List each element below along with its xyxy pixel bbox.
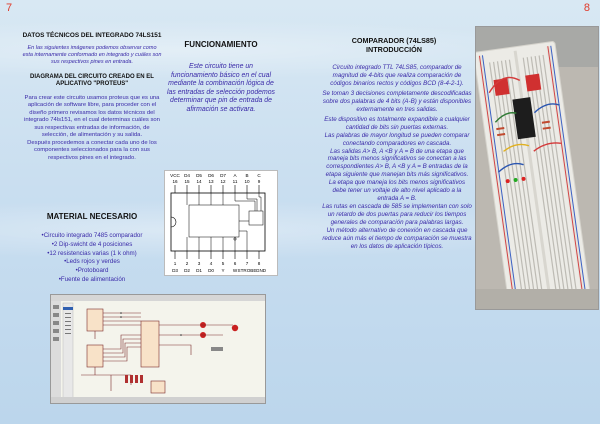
ic-pinout-diagram bbox=[164, 170, 278, 276]
svg-text:D4: D4 bbox=[184, 173, 190, 178]
datasheet-intro: En las siguientes imágenes podemos observar como esta internamente conformado en integrado y cuáles son sus respectivos pines en entrada. bbox=[22, 44, 162, 65]
svg-text:STROBE: STROBE bbox=[237, 268, 257, 273]
breadboard-drawing bbox=[476, 27, 598, 309]
svg-text:W: W bbox=[232, 268, 238, 273]
svg-text:D0: D0 bbox=[208, 268, 214, 273]
diagram-text-2: Después procedemos a conectar cada uno de los componentes seleccionados para la con sus respectivos pines en el integrado. bbox=[27, 139, 157, 161]
svg-text:D6: D6 bbox=[208, 173, 214, 178]
schematic-drawing bbox=[51, 295, 265, 403]
page-number-right: 8 bbox=[583, 2, 590, 14]
proteus-schematic-screenshot bbox=[50, 294, 266, 404]
svg-text:1: 1 bbox=[173, 261, 177, 266]
svg-text:C: C bbox=[257, 173, 261, 178]
comparator-paragraph: Las palabras de mayor longitud se pueden comparar conectando comparadores en cascada. bbox=[324, 131, 470, 147]
comparator-paragraph: Circuito integrado TTL 74LS85, comparador de magnitud de 4-bits que realiza comparación de códigos binarios rectos y códigos BCD (8-4-2-1). bbox=[330, 64, 464, 87]
comparator-paragraph: Las rutas en cascada de 585 se implementan con solo un retardo de dos puertas para reducir los tiempos generales de comparación para palabras largas. bbox=[322, 203, 472, 227]
pinout-drawing bbox=[165, 171, 277, 275]
comparator-paragraph: Un método alternativo de conexión en cascada que reduce aún más el tiempo de comparación se muestra en los datos de aplicación típicos. bbox=[322, 227, 472, 250]
comparator-heading bbox=[318, 36, 470, 54]
svg-text:6: 6 bbox=[233, 261, 237, 266]
material-item: •Protoboard bbox=[75, 267, 109, 275]
svg-text:2: 2 bbox=[185, 261, 189, 266]
svg-text:10: 10 bbox=[244, 179, 250, 184]
svg-text:D7: D7 bbox=[220, 173, 226, 178]
material-item: •2 Dip-swicht de 4 posiciones bbox=[51, 240, 133, 248]
svg-text:VCC: VCC bbox=[170, 173, 180, 178]
svg-text:B: B bbox=[245, 173, 249, 178]
svg-text:15: 15 bbox=[184, 179, 190, 184]
svg-text:13: 13 bbox=[208, 179, 214, 184]
breadboard-photo bbox=[475, 26, 599, 310]
svg-text:GND: GND bbox=[255, 268, 267, 273]
svg-text:D3: D3 bbox=[172, 268, 178, 273]
funcionamiento-text: Este circuito tiene un funcionamiento básico en el cual mediante la combinación lógica de las entradas de selección podemos determinar que pin de entrada de afirmación se activara. bbox=[166, 63, 276, 113]
svg-text:14: 14 bbox=[196, 179, 202, 184]
comparator-paragraph: La etapa que maneja los bits menos significativos debe tener un voltaje de alto nivel aplicado a la entrada A = B. bbox=[328, 179, 466, 203]
material-item: •12 resistencias varias (1 k ohm) bbox=[47, 249, 137, 257]
comparator-heading-line2: INTRODUCCIÓN bbox=[366, 45, 422, 54]
svg-text:D1: D1 bbox=[196, 268, 202, 273]
diagram-heading: DIAGRAMA DEL CIRCUITO CREADO EN EL APLICATIVO "PROTEUS" bbox=[30, 73, 154, 88]
svg-text:16: 16 bbox=[172, 179, 178, 184]
svg-text:D5: D5 bbox=[196, 173, 202, 178]
svg-text:11: 11 bbox=[232, 179, 238, 184]
page-number-left: 7 bbox=[6, 2, 13, 14]
comparator-heading-line1: COMPARADOR (74LS85) bbox=[351, 36, 437, 45]
svg-text:A: A bbox=[233, 173, 237, 178]
svg-text:9: 9 bbox=[257, 179, 261, 184]
left-column bbox=[22, 32, 162, 162]
materials-heading: MATERIAL NECESARIO bbox=[46, 212, 138, 221]
svg-text:8: 8 bbox=[257, 261, 261, 266]
svg-text:7: 7 bbox=[245, 261, 249, 266]
comparator-paragraph: Este dispositivo es totalmente expandible a cualquier cantidad de bits sin puertas externas. bbox=[324, 115, 470, 131]
comparator-paragraph: Las salidas A> B, A <B y A = B de una etapa que maneja bits menos significativos se conectan a las correspondientes A> B, A <B y A = B entradas de la etapa siguiente que manejan bits más significativos. bbox=[325, 147, 469, 179]
material-item: •Fuente de alimentación bbox=[58, 275, 126, 283]
material-item: •Circuito integrado 7485 comparador bbox=[41, 232, 143, 239]
material-item: •Leds rojos y verdes bbox=[64, 258, 120, 266]
funcionamiento-heading: FUNCIONAMIENTO bbox=[184, 40, 258, 49]
svg-text:3: 3 bbox=[197, 261, 201, 266]
svg-text:D2: D2 bbox=[184, 268, 190, 273]
materials-list bbox=[22, 232, 162, 285]
comparator-text bbox=[322, 64, 472, 251]
diagram-text: Para crear este circuito usamos proteus que es una aplicación de software libre, para proceder con el diseño primero revisamos los datos técnicos del integrado 74ls151, en el cual determinas cuáles son sus respectivas entradas de información, de selección, de alimentación y su salida. bbox=[24, 94, 160, 139]
comparator-paragraph: Se toman 3 decisiones completamente descodificadas sobre dos palabras de 4 bits (A-B) y están disponibles externamente en tres salidas. bbox=[322, 89, 472, 113]
svg-text:Y: Y bbox=[221, 268, 225, 273]
svg-text:4: 4 bbox=[209, 261, 213, 266]
svg-text:12: 12 bbox=[220, 179, 226, 184]
svg-text:5: 5 bbox=[221, 261, 225, 266]
datasheet-title: DATOS TÉCNICOS DEL INTEGRADO 74LS151 bbox=[22, 32, 162, 39]
